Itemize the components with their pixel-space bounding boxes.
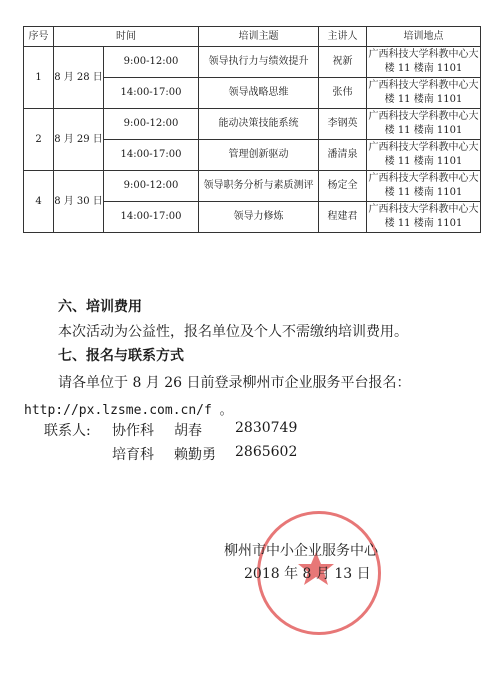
row-place: 广西科技大学科教中心大楼 11 楼南 1101 (367, 109, 481, 140)
row-place: 广西科技大学科教中心大楼 11 楼南 1101 (367, 78, 481, 109)
row-no: 1 (24, 47, 54, 109)
row-time: 9:00-12:00 (104, 109, 199, 140)
register-url: http://px.lzsme.com.cn/f 。 (24, 403, 233, 418)
row-place: 广西科技大学科教中心大楼 11 楼南 1101 (367, 140, 481, 171)
row-topic: 能动决策技能系统 (199, 109, 319, 140)
row-date: 8 月 28 日 (54, 47, 104, 109)
row-place: 广西科技大学科教中心大楼 11 楼南 1101 (367, 202, 481, 233)
row-topic: 管理创新驱动 (199, 140, 319, 171)
table-row (24, 109, 481, 140)
row-time: 9:00-12:00 (104, 171, 199, 202)
issue-date: 2018 年 8 月 13 日 (244, 566, 371, 582)
fee-text: 本次活动为公益性，报名单位及个人不需缴纳培训费用。 (58, 324, 408, 340)
row-date: 8 月 30 日 (54, 171, 104, 233)
row-time: 14:00-17:00 (104, 78, 199, 109)
header-place: 培训地点 (367, 27, 481, 47)
row-date: 8 月 29 日 (54, 109, 104, 171)
fee-heading: 六、培训费用 (58, 299, 142, 315)
contact-heading: 七、报名与联系方式 (58, 348, 184, 364)
header-no: 序号 (24, 27, 54, 47)
table-header-row (24, 27, 481, 47)
row-time: 9:00-12:00 (104, 47, 199, 78)
contact-label: 联系人: (44, 423, 91, 439)
row-topic: 领导职务分析与素质测评 (199, 171, 319, 202)
row-speaker: 祝新 (319, 47, 367, 78)
row-no: 4 (24, 171, 54, 233)
row-no: 2 (24, 109, 54, 171)
contact-dept: 培育科 (112, 447, 154, 463)
contact-name: 胡春 (174, 423, 202, 439)
row-speaker: 程建君 (319, 202, 367, 233)
row-speaker: 张伟 (319, 78, 367, 109)
row-topic: 领导战略思维 (199, 78, 319, 109)
training-schedule-table (23, 26, 481, 233)
row-speaker: 李钢英 (319, 109, 367, 140)
row-speaker: 杨定全 (319, 171, 367, 202)
row-topic: 领导力修炼 (199, 202, 319, 233)
register-text: 请各单位于 8 月 26 日前登录柳州市企业服务平台报名： (58, 375, 411, 391)
table-row (24, 47, 481, 78)
row-time: 14:00-17:00 (104, 140, 199, 171)
issuer-name: 柳州市中小企业服务中心 (224, 543, 378, 559)
row-place: 广西科技大学科教中心大楼 11 楼南 1101 (367, 47, 481, 78)
header-time: 时间 (54, 27, 199, 47)
row-place: 广西科技大学科教中心大楼 11 楼南 1101 (367, 171, 481, 202)
contact-phone: 2830749 (235, 420, 298, 436)
header-speaker: 主讲人 (319, 27, 367, 47)
header-topic: 培训主题 (199, 27, 319, 47)
row-time: 14:00-17:00 (104, 202, 199, 233)
contact-phone: 2865602 (235, 444, 298, 460)
row-speaker: 潘清泉 (319, 140, 367, 171)
table-row (24, 171, 481, 202)
contact-name: 赖勤勇 (174, 447, 216, 463)
contact-dept: 协作科 (112, 423, 154, 439)
row-topic: 领导执行力与绩效提升 (199, 47, 319, 78)
